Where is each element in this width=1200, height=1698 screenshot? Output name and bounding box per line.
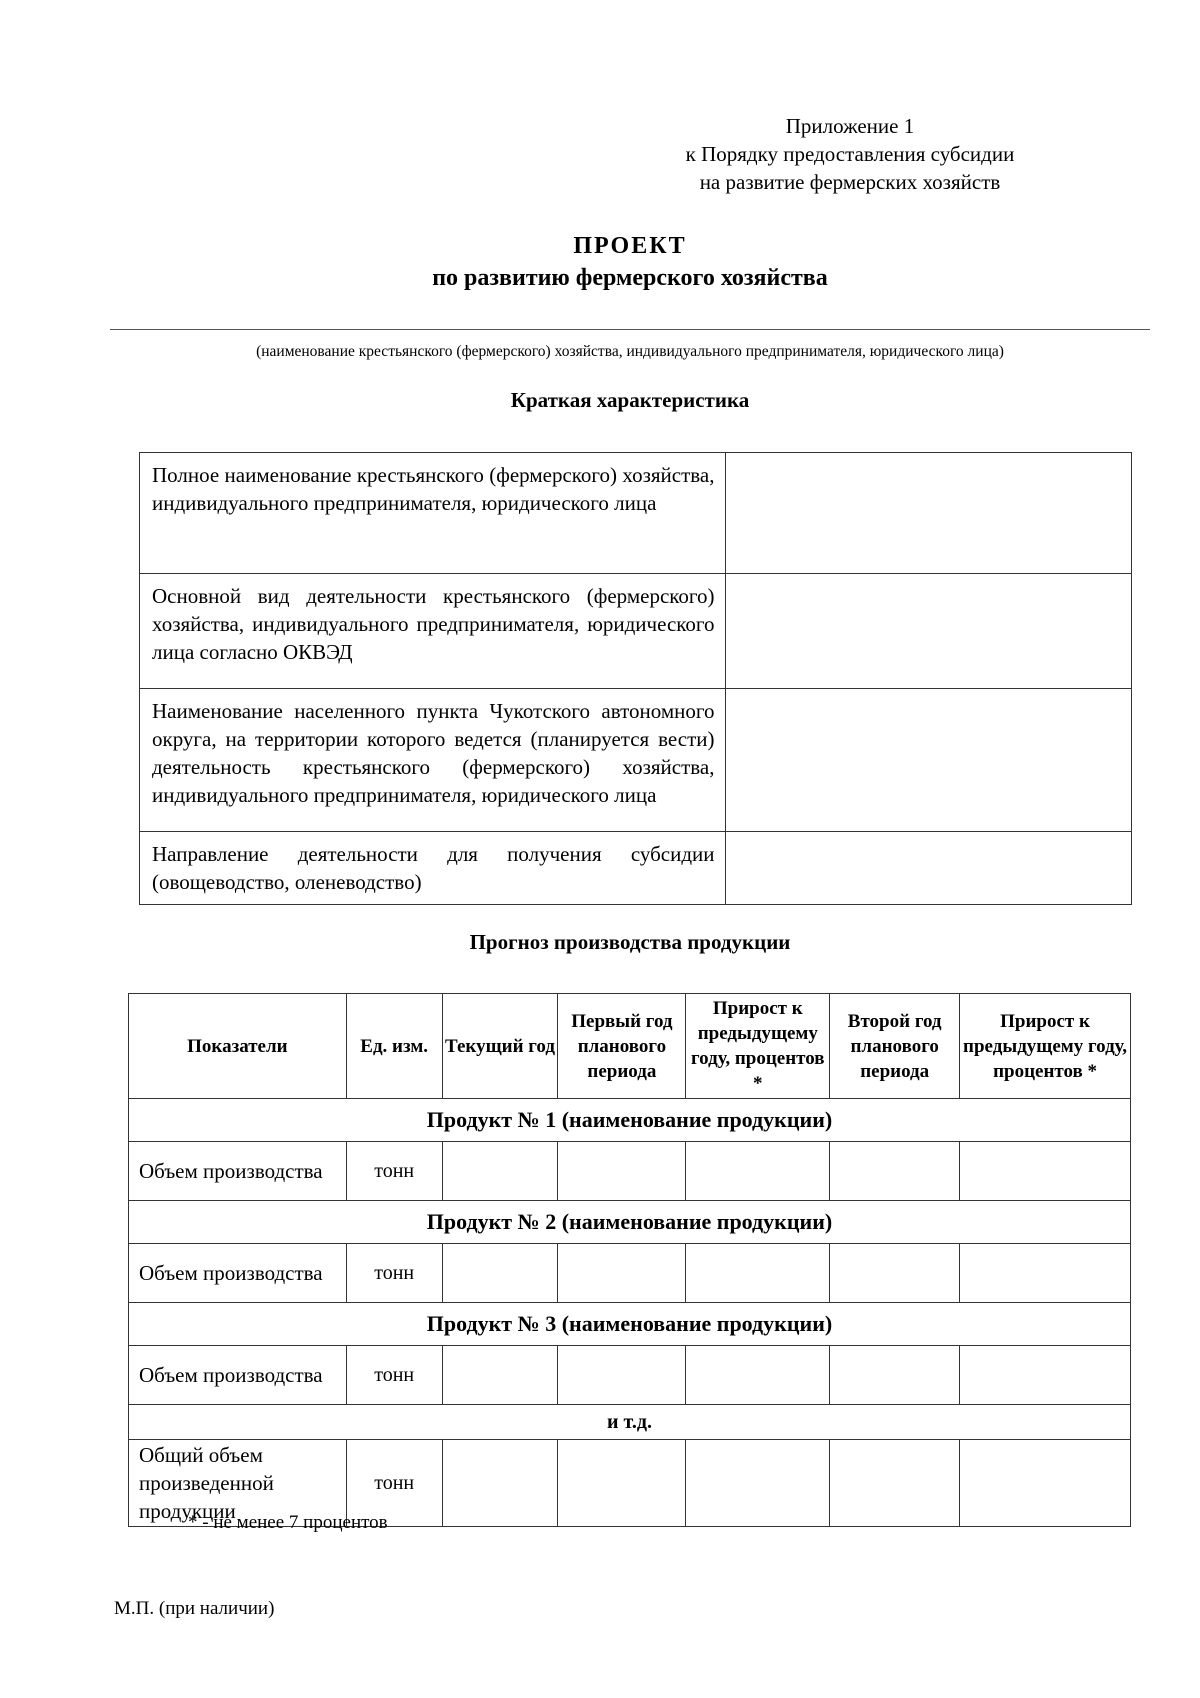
appendix-header bbox=[640, 112, 1060, 196]
table-row bbox=[129, 1142, 1131, 1201]
growth-1-cell[interactable] bbox=[686, 1244, 830, 1303]
appendix-line-3: на развитие фермерских хозяйств bbox=[699, 170, 1001, 194]
characteristics-label: Наименование населенного пункта Чукотского автономного округа, на территории которого ведется (планируется вести) деятельность крестьянского (фермерского) хозяйства, индивидуального предпринимателя, юридического лица bbox=[140, 689, 726, 832]
column-header-second-plan-year: Второй год планового периода bbox=[830, 994, 960, 1099]
organization-name-line[interactable] bbox=[110, 329, 1150, 330]
title-sub: по развитию фермерского хозяйства bbox=[432, 265, 828, 291]
unit-cell: тонн bbox=[346, 1346, 442, 1405]
growth-1-cell[interactable] bbox=[686, 1142, 830, 1201]
characteristics-label: Основной вид деятельности крестьянского (фермерского) хозяйства, индивидуального предпринимателя, юридического лица согласно ОКВЭД bbox=[140, 574, 726, 689]
column-header-growth-2: Прирост к предыдущему году, процентов * bbox=[960, 994, 1131, 1099]
column-header-growth-1: Прирост к предыдущему году, процентов * bbox=[686, 994, 830, 1099]
product-group-row bbox=[129, 1201, 1131, 1244]
current-year-cell[interactable] bbox=[442, 1346, 558, 1405]
document-title bbox=[0, 230, 1200, 294]
characteristics-row bbox=[140, 453, 1132, 574]
characteristics-value[interactable] bbox=[725, 574, 1132, 689]
product-group-row bbox=[129, 1099, 1131, 1142]
second-plan-year-cell[interactable] bbox=[830, 1244, 960, 1303]
appendix-line-2: к Порядку предоставления субсидии bbox=[685, 142, 1015, 166]
characteristics-value[interactable] bbox=[725, 832, 1132, 905]
product-group-title: Продукт № 2 (наименование продукции) bbox=[129, 1201, 1131, 1244]
organization-name-caption: (наименование крестьянского (фермерского) хозяйства, индивидуального предпринимателя, юридического лица) bbox=[256, 343, 1004, 360]
characteristics-value[interactable] bbox=[725, 689, 1132, 832]
characteristics-table bbox=[139, 452, 1132, 905]
table-row bbox=[129, 1244, 1131, 1303]
unit-cell: тонн bbox=[346, 1244, 442, 1303]
second-plan-year-cell[interactable] bbox=[830, 1440, 960, 1527]
characteristics-label: Полное наименование крестьянского (фермерского) хозяйства, индивидуального предпринимателя, юридического лица bbox=[140, 453, 726, 574]
second-plan-year-cell[interactable] bbox=[830, 1142, 960, 1201]
current-year-cell[interactable] bbox=[442, 1440, 558, 1527]
column-header-unit: Ед. изм. bbox=[346, 994, 442, 1099]
indicator-cell: Объем производства bbox=[129, 1244, 347, 1303]
growth-2-cell[interactable] bbox=[960, 1346, 1131, 1405]
footnote: * - не менее 7 процентов bbox=[188, 1512, 388, 1533]
growth-1-cell[interactable] bbox=[686, 1346, 830, 1405]
product-group-row bbox=[129, 1303, 1131, 1346]
product-group-title: Продукт № 3 (наименование продукции) bbox=[129, 1303, 1131, 1346]
growth-2-cell[interactable] bbox=[960, 1142, 1131, 1201]
forecast-header-row bbox=[129, 994, 1131, 1099]
unit-cell: тонн bbox=[346, 1440, 442, 1527]
characteristics-value[interactable] bbox=[725, 453, 1132, 574]
column-header-indicator: Показатели bbox=[129, 994, 347, 1099]
product-group-title: Продукт № 1 (наименование продукции) bbox=[129, 1099, 1131, 1142]
characteristics-heading: Краткая характеристика bbox=[510, 388, 750, 412]
stamp-label: М.П. (при наличии) bbox=[114, 1598, 275, 1619]
second-plan-year-cell[interactable] bbox=[830, 1346, 960, 1405]
forecast-heading: Прогноз производства продукции bbox=[469, 930, 791, 954]
growth-1-cell[interactable] bbox=[686, 1440, 830, 1527]
total-indicator-cell: Общий объем произведенной продукции bbox=[129, 1440, 347, 1527]
table-row bbox=[129, 1346, 1131, 1405]
etc-label: и т.д. bbox=[129, 1405, 1131, 1440]
column-header-current-year: Текущий год bbox=[442, 994, 558, 1099]
first-plan-year-cell[interactable] bbox=[558, 1346, 686, 1405]
characteristics-label: Направление деятельности для получения субсидии (овощеводство, оленеводство) bbox=[140, 832, 726, 905]
appendix-line-1: Приложение 1 bbox=[785, 114, 915, 138]
first-plan-year-cell[interactable] bbox=[558, 1244, 686, 1303]
forecast-table bbox=[128, 993, 1131, 1527]
current-year-cell[interactable] bbox=[442, 1142, 558, 1201]
indicator-cell: Объем производства bbox=[129, 1346, 347, 1405]
characteristics-row bbox=[140, 574, 1132, 689]
title-main: ПРОЕКТ bbox=[573, 233, 687, 259]
growth-2-cell[interactable] bbox=[960, 1244, 1131, 1303]
unit-cell: тонн bbox=[346, 1142, 442, 1201]
column-header-first-plan-year: Первый год планового периода bbox=[558, 994, 686, 1099]
characteristics-row bbox=[140, 832, 1132, 905]
indicator-cell: Объем производства bbox=[129, 1142, 347, 1201]
characteristics-row bbox=[140, 689, 1132, 832]
current-year-cell[interactable] bbox=[442, 1244, 558, 1303]
first-plan-year-cell[interactable] bbox=[558, 1142, 686, 1201]
first-plan-year-cell[interactable] bbox=[558, 1440, 686, 1527]
growth-2-cell[interactable] bbox=[960, 1440, 1131, 1527]
etc-row bbox=[129, 1405, 1131, 1440]
